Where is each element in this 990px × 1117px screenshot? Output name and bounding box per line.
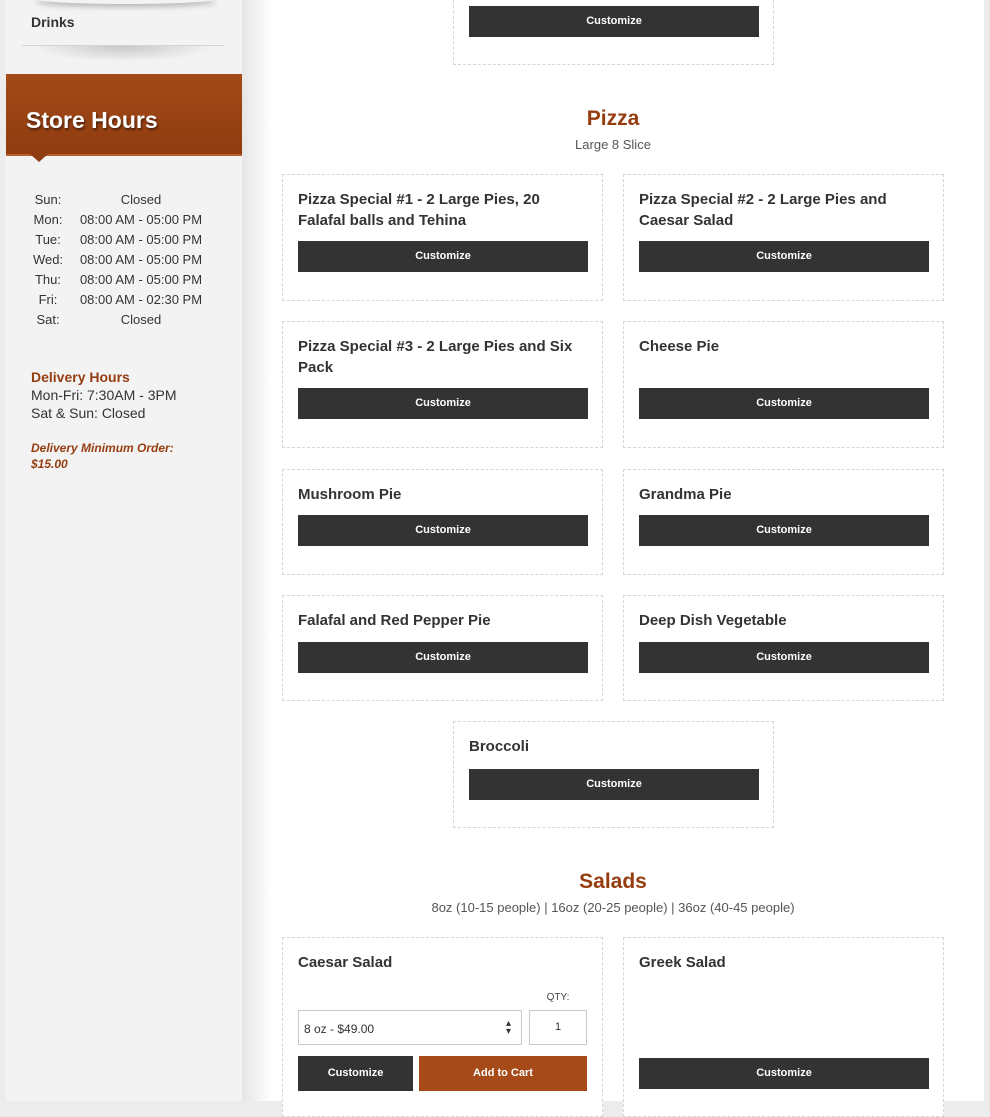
delivery-minimum-order: Delivery Minimum Order: $15.00 [31,441,174,471]
customize-button[interactable]: Customize [298,642,588,673]
banner-notch [30,154,48,162]
hours-day: Sat: [36,311,60,327]
hours-day: Wed: [32,251,64,267]
menu-item-card [623,469,944,575]
add-to-cart-button[interactable]: Add to Cart [419,1056,587,1091]
menu-item-card [453,721,774,828]
menu-item-name: Greek Salad [639,954,726,971]
customize-button[interactable]: Customize [298,515,588,546]
delivery-weekday-hours: Mon-Fri: 7:30AM - 3PM [31,387,177,403]
sidebar-item-label[interactable]: Drinks [31,14,75,30]
menu-item-name: Deep Dish Vegetable [639,612,787,629]
store-hours-banner [6,74,242,156]
customize-button[interactable]: Customize [469,769,759,800]
section-title-salads: Salads [579,870,647,893]
customize-button[interactable]: Customize [639,515,929,546]
section-subtitle-pizza: Large 8 Slice [575,137,651,152]
hours-row [26,249,212,269]
menu-item-card [453,0,774,65]
hours-row [26,229,212,249]
hours-row [26,289,212,309]
customize-button[interactable]: Customize [639,388,929,419]
menu-item-name: Pizza Special #1 - 2 Large Pies, 20 Falafal balls and Tehina [298,191,540,229]
hours-row [26,209,212,229]
sidebar-shadow [242,0,272,1101]
hours-day: Sun: [34,191,62,207]
hours-row [26,189,212,209]
menu-item-name: Grandma Pie [639,486,732,503]
section-title-pizza: Pizza [586,107,640,130]
size-select-value: 8 oz - $49.00 [304,1022,375,1036]
hours-time: 08:00 AM - 05:00 PM [79,251,203,267]
delivery-weekend-hours: Sat & Sun: Closed [31,405,146,421]
menu-item-name: Pizza Special #2 - 2 Large Pies and Caesar Salad [639,191,887,229]
menu-item-name: Pizza Special #3 - 2 Large Pies and Six Pack [298,338,573,376]
customize-button[interactable]: Customize [639,1058,929,1089]
section-subtitle-salads: 8oz (10-15 people) | 16oz (20-25 people) | 36oz (40-45 people) [431,900,795,915]
delivery-hours-heading: Delivery Hours [31,369,130,385]
customize-button[interactable]: Customize [298,241,588,272]
quantity-input[interactable]: 1 [529,1010,587,1045]
menu-item-card [282,469,603,575]
select-arrows-icon: ▴ ▾ [505,1018,511,1037]
menu-item-card [623,937,944,1117]
hours-day: Thu: [34,271,61,287]
hours-time: Closed [120,191,162,207]
menu-item-name: Falafal and Red Pepper Pie [298,612,491,629]
menu-item-name: Cheese Pie [639,338,720,355]
menu-item-card [623,321,944,448]
menu-item-card [623,595,944,701]
hours-row [26,309,212,329]
menu-item-name: Caesar Salad [298,954,393,971]
menu-item-card [623,174,944,301]
hours-day: Tue: [35,231,61,247]
customize-button[interactable]: Customize [298,388,588,419]
menu-item-name: Broccoli [469,738,530,755]
hours-row [26,269,212,289]
hours-day: Fri: [38,291,58,307]
hours-time: Closed [120,311,162,327]
sidebar [6,0,242,1101]
sidebar-item-drinks[interactable] [22,0,224,46]
nav-bottom-shadow [30,46,216,62]
store-hours-table [26,189,212,329]
delivery-info [31,369,211,472]
menu-item-name: Mushroom Pie [298,486,402,503]
customize-button[interactable]: Customize [469,6,759,37]
hours-time: 08:00 AM - 02:30 PM [79,291,203,307]
qty-label: QTY: [546,992,570,1003]
store-hours-title: Store Hours [26,107,158,133]
menu-item-card [282,321,603,448]
hours-time: 08:00 AM - 05:00 PM [79,271,203,287]
menu-item-card [282,595,603,701]
customize-button[interactable]: Customize [298,1056,413,1091]
menu-item-card [282,174,603,301]
hours-time: 08:00 AM - 05:00 PM [79,211,203,227]
customize-button[interactable]: Customize [639,241,929,272]
hours-time: 08:00 AM - 05:00 PM [79,231,203,247]
hours-day: Mon: [33,211,63,227]
customize-button[interactable]: Customize [639,642,929,673]
size-select[interactable] [298,1010,522,1045]
